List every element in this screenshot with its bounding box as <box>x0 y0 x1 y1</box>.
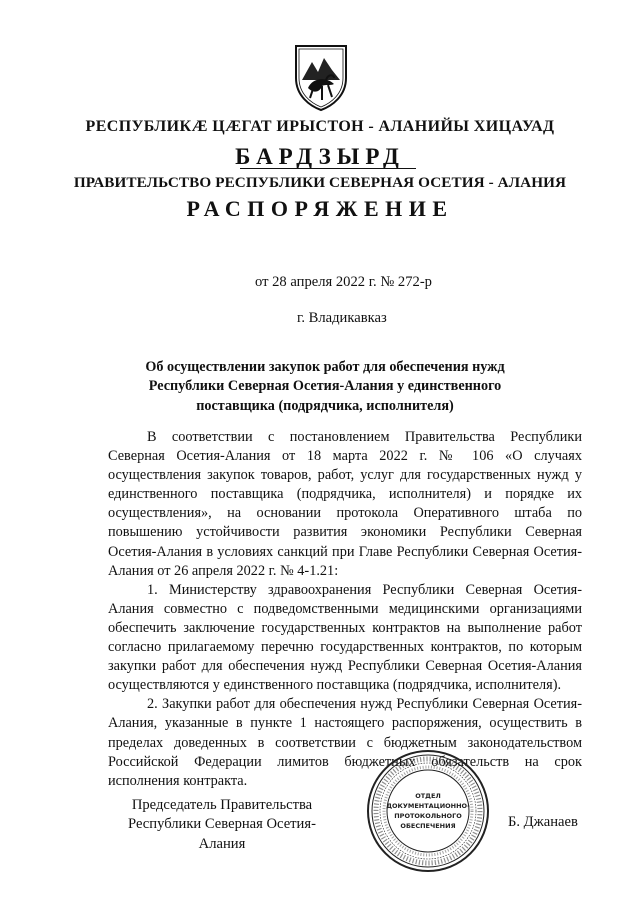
stamp-text-line4: ОБЕСПЕЧЕНИЯ <box>400 822 456 830</box>
document-city: г. Владикавказ <box>297 310 387 326</box>
document-date-number: от 28 апреля 2022 г. № 272-р <box>255 274 432 290</box>
signatory-position-line2: Республики Северная Осетия-Алания <box>128 816 316 852</box>
signatory-name: Б. Джанаев <box>508 814 578 830</box>
official-stamp-icon <box>365 748 491 874</box>
coat-of-arms-icon <box>292 40 350 112</box>
stamp-text-line2: ДОКУМЕНТАЦИОННО- <box>386 802 470 810</box>
stamp-text-line3: ПРОТОКОЛЬНОГО <box>394 812 462 820</box>
header-document-type: РАСПОРЯЖЕНИЕ <box>186 196 454 221</box>
signatory-position <box>106 796 338 854</box>
preamble-paragraph: В соответствии с постановлением Правительства Республики Северная Осетия-Алания от 18 марта 2022 г. № 106 «О случаях осуществления закупок товаров, работ, услуг для государственных нужд у единственного поставщика (подрядчика, исполнителя) и порядке их осуществления», на основании протокола Оперативного штаба по повышению устойчивости развития экономики Республики Северная Осетия-Алания в условиях санкций при Главе Республики Северная Осетия-Алания от 26 апреля 2022 г. № 4-1.21: <box>108 429 582 579</box>
signatory-position-line1: Председатель Правительства <box>131 797 313 813</box>
document-body <box>108 428 582 791</box>
document-title: Об осуществлении закупок работ для обеспечения нужд Республики Северная Осетия-Алания у единственного поставщика (подрядчика, исполнителя) <box>145 359 505 414</box>
header-divider <box>240 168 416 169</box>
item-2-paragraph: 2. Закупки работ для обеспечения нужд Республики Северная Осетия-Алания, указанные в пункте 1 настоящего распоряжения, осуществить в пределах доведенных в соответствии с бюджетным законодательством Российской Федерации лимитов бюджетных обязательств на срок исполнения контракта. <box>108 696 582 789</box>
header-government-name: ПРАВИТЕЛЬСТВО РЕСПУБЛИКИ СЕВЕРНАЯ ОСЕТИЯ - АЛАНИЯ <box>73 174 567 191</box>
header-document-type-ossetian: БАРДЗЫРД <box>235 144 405 169</box>
item-1-paragraph: 1. Министерству здравоохранения Республики Северная Осетия-Алания совместно с подведомственными медицинскими организациями обеспечить заключение государственных контрактов на выполнение работ согласно прилагаемому перечню государственных контрактов, по которым закупки работ для обеспечения нужд Республики Северная Осетия-Алания осуществляются у единственного поставщика (подрядчика, исполнителя). <box>108 581 582 694</box>
header-republic-ossetian: РЕСПУБЛИКÆ ЦÆГАТ ИРЫСТОН - АЛАНИЙЫ ХИЦАУАД <box>85 118 555 135</box>
stamp-text-line1: ОТДЕЛ <box>415 792 441 800</box>
